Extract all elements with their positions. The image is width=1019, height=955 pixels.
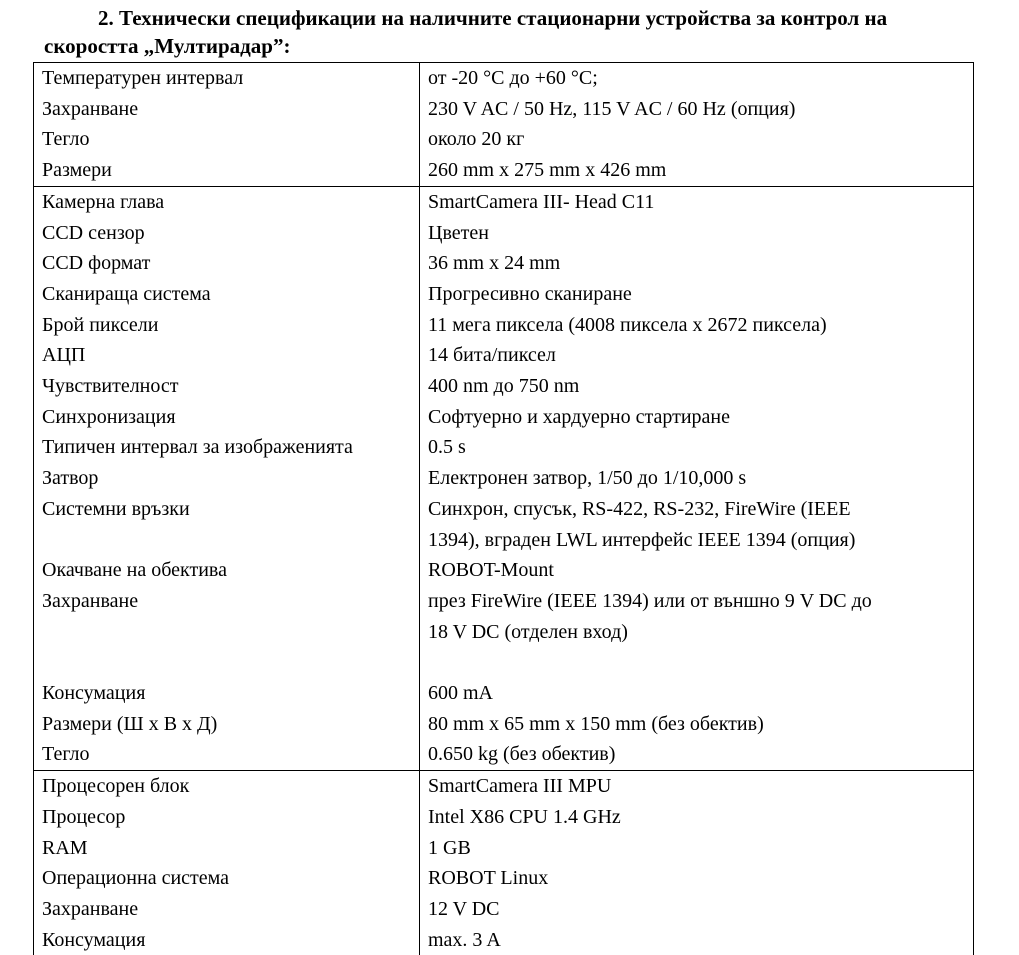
spec-value: Електронен затвор, 1/50 до 1/10,000 s	[428, 467, 747, 490]
spec-label: Системни връзки	[42, 497, 190, 520]
spec-label: Камерна глава	[42, 190, 165, 213]
spec-value: 18 V DC (отделен вход)	[428, 620, 628, 643]
spec-label: Тегло	[42, 743, 90, 766]
spec-label: Брой пиксели	[42, 313, 159, 336]
spec-label: Окачване на обектива	[42, 559, 227, 582]
spec-label: АЦП	[42, 344, 86, 367]
processor-section	[34, 771, 974, 955]
spec-value: Прогресивно сканиране	[428, 282, 632, 305]
spec-value: ROBOT-Mount	[428, 559, 554, 582]
values-cell	[420, 771, 974, 955]
values-cell	[420, 63, 974, 187]
spec-value: 1 GB	[428, 836, 471, 859]
spec-label: Операционна система	[42, 867, 230, 890]
spec-label: Тегло	[42, 128, 90, 151]
spec-label: Размери (Ш x В x Д)	[42, 712, 218, 735]
spec-label: Сканираща система	[42, 282, 211, 305]
camera-head-section	[34, 186, 974, 770]
spec-table	[33, 62, 974, 955]
spec-value: 1394), вграден LWL интерфейс IEEE 1394 (опция)	[428, 528, 856, 551]
spec-value: Intel X86 CPU 1.4 GHz	[428, 805, 621, 828]
table-row	[34, 771, 974, 955]
spec-value: Цветен	[428, 221, 489, 244]
spec-value: ROBOT Linux	[428, 867, 549, 890]
spec-value: 600 mA	[428, 682, 493, 705]
spacer	[42, 525, 419, 556]
heading-line-1: 2. Технически спецификации на наличните стационарни устройства за контрол на	[98, 6, 888, 30]
spec-label: CCD формат	[42, 252, 151, 275]
spacer	[428, 647, 973, 678]
spec-label: Захранване	[42, 589, 139, 612]
spec-value: Синхрон, спусък, RS-422, RS-232, FireWire (IEEE	[428, 497, 851, 520]
spec-label: RAM	[42, 836, 88, 859]
spec-value: 36 mm x 24 mm	[428, 252, 561, 275]
values-cell	[420, 186, 974, 770]
spec-value: 230 V AC / 50 Hz, 115 V AC / 60 Hz (опция)	[428, 97, 796, 120]
spec-value: през FireWire (IEEE 1394) или от външно 9 V DC до	[428, 589, 872, 612]
spec-label: Консумация	[42, 682, 146, 705]
spec-label: CCD сензор	[42, 221, 145, 244]
spec-value: SmartCamera III MPU	[428, 775, 612, 798]
spec-label: Захранване	[42, 897, 139, 920]
labels-cell	[34, 186, 420, 770]
spec-value: 14 бита/пиксел	[428, 344, 556, 367]
spec-value: около 20 кг	[428, 128, 525, 151]
spec-label: Консумация	[42, 928, 146, 951]
table-row	[34, 186, 974, 770]
spec-value: 80 mm x 65 mm x 150 mm (без обектив)	[428, 712, 764, 735]
spec-value: 0.5 s	[428, 436, 466, 459]
spec-value: 400 nm до 750 nm	[428, 375, 580, 398]
spec-label: Чувствителност	[42, 375, 179, 398]
spec-value: от -20 °C до +60 °C;	[428, 67, 598, 89]
spec-value: max. 3 A	[428, 928, 501, 951]
spec-label: Размери	[42, 159, 112, 182]
section-heading	[44, 4, 984, 60]
heading-line-2: скоростта „Мултирадар”:	[44, 34, 291, 58]
spec-value: SmartCamera III- Head C11	[428, 190, 655, 213]
spacer	[42, 647, 419, 678]
spacer	[42, 617, 419, 648]
spec-label: Типичен интервал за изображенията	[42, 436, 353, 459]
labels-cell	[34, 771, 420, 955]
spec-value: 11 мега пиксела (4008 пиксела x 2672 пиксела)	[428, 313, 827, 336]
spec-value: 0.650 kg (без обектив)	[428, 743, 616, 766]
spec-label: Захранване	[42, 97, 139, 120]
general-section	[34, 63, 974, 187]
spec-label: Процесорен блок	[42, 775, 190, 798]
spec-label: Процесор	[42, 805, 126, 828]
spec-value: 260 mm x 275 mm x 426 mm	[428, 159, 667, 182]
spec-value: 12 V DC	[428, 897, 500, 920]
spec-label: Синхронизация	[42, 405, 176, 428]
spec-label: Затвор	[42, 467, 99, 490]
table-row	[34, 63, 974, 187]
spec-label: Температурен интервал	[42, 67, 244, 89]
labels-cell	[34, 63, 420, 187]
spec-value: Софтуерно и хардуерно стартиране	[428, 405, 731, 428]
